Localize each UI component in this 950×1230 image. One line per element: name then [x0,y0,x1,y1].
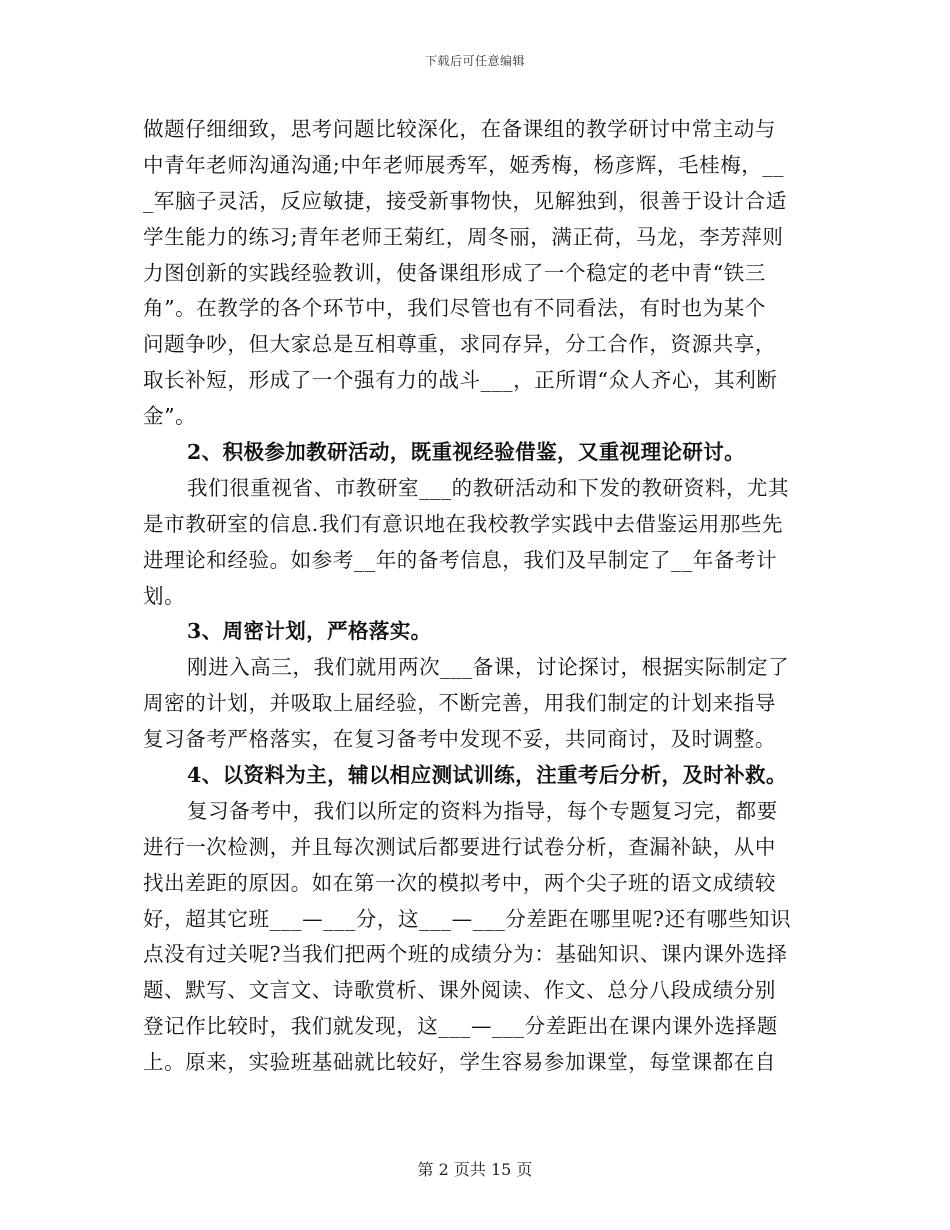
body-line: 做题仔细细致，思考问题比较深化，在备课组的教学研讨中常主动与 [143,117,776,141]
body-line: 问题争吵，但大家总是互相尊重，求同存异，分工合作，资源共享， [143,332,776,357]
body-line: 进理论和经验。如参考__年的备考信息，我们及早制定了__年备考计 [143,547,778,572]
body-line: 取长补短，形成了一个强有力的战斗___，正所谓“众人齐心，其利断 [143,368,778,393]
body-line: 上。原来，实验班基础就比较好，学生容易参加课堂，每堂课都在自 [143,1050,776,1075]
body-line: 好，超其它班___—___分，这___—___分差距在哪里呢?还有哪些知识 [143,906,792,931]
body-line: 题、默写、文言文、诗歌赏析、课外阅读、作文、总分八段成绩分别 [143,978,776,1003]
section-heading: 2、积极参加教研活动，既重视经验借鉴，又重视理论研讨。 [187,440,746,465]
body-line: 力图创新的实践经验教训，使备课组形成了一个稳定的老中青“铁三 [143,260,766,285]
body-line: 中青年老师沟通沟通;中年老师展秀军，姬秀梅，杨彦辉，毛桂梅，__ [143,152,785,177]
page-number: 第 2 页共 15 页 [417,1160,533,1179]
body-line: _军脑子灵活，反应敏捷，接受新事物快，见解独到，很善于设计合适 [143,188,787,213]
body-line: 角”。在教学的各个环节中，我们尽管也有不同看法，有时也为某个 [143,296,766,321]
body-line: 我们很重视省、市教研室___的教研活动和下发的教研资料，尤其 [187,475,790,500]
body-line: 刚进入高三，我们就用两次___备课，讨论探讨，根据实际制定了 [187,655,790,680]
section-heading: 4、以资料为主，辅以相应测试训练，注重考后分析，及时补救。 [187,763,787,788]
body-line: 进行一次检测，并且每次测试后都要进行试卷分析，查漏补缺，从中 [143,834,776,859]
section-heading: 3、周密计划，严格落实。 [187,619,432,644]
body-line: 是市教研室的信息.我们有意识地在我校教学实践中去借鉴运用那些先 [143,511,784,536]
body-line: 复习备考严格落实，在复习备考中发现不妥，共同商讨，及时调整。 [143,727,776,752]
body-line: 复习备考中，我们以所定的资料为指导，每个专题复习完，都要 [187,798,778,823]
body-line: 点没有过关呢?当我们把两个班的成绩分为：基础知识、课内课外选择 [143,942,788,967]
body-line: 金”。 [143,404,197,429]
body-line: 登记作比较时，我们就发现，这___—___分差距出在课内课外选择题 [143,1014,778,1039]
body-line: 周密的计划，并吸取上届经验，不断完善，用我们制定的计划来指导 [143,691,776,716]
body-line: 划。 [143,583,186,608]
body-line: 学生能力的练习;青年老师王菊红，周冬丽，满正荷，马龙，李芳萍则 [143,224,784,249]
document-body [143,112,807,1081]
page-header: 下载后可任意编辑 [424,54,525,68]
body-line: 找出差距的原因。如在第一次的模拟考中，两个尖子班的语文成绩较 [143,870,776,895]
